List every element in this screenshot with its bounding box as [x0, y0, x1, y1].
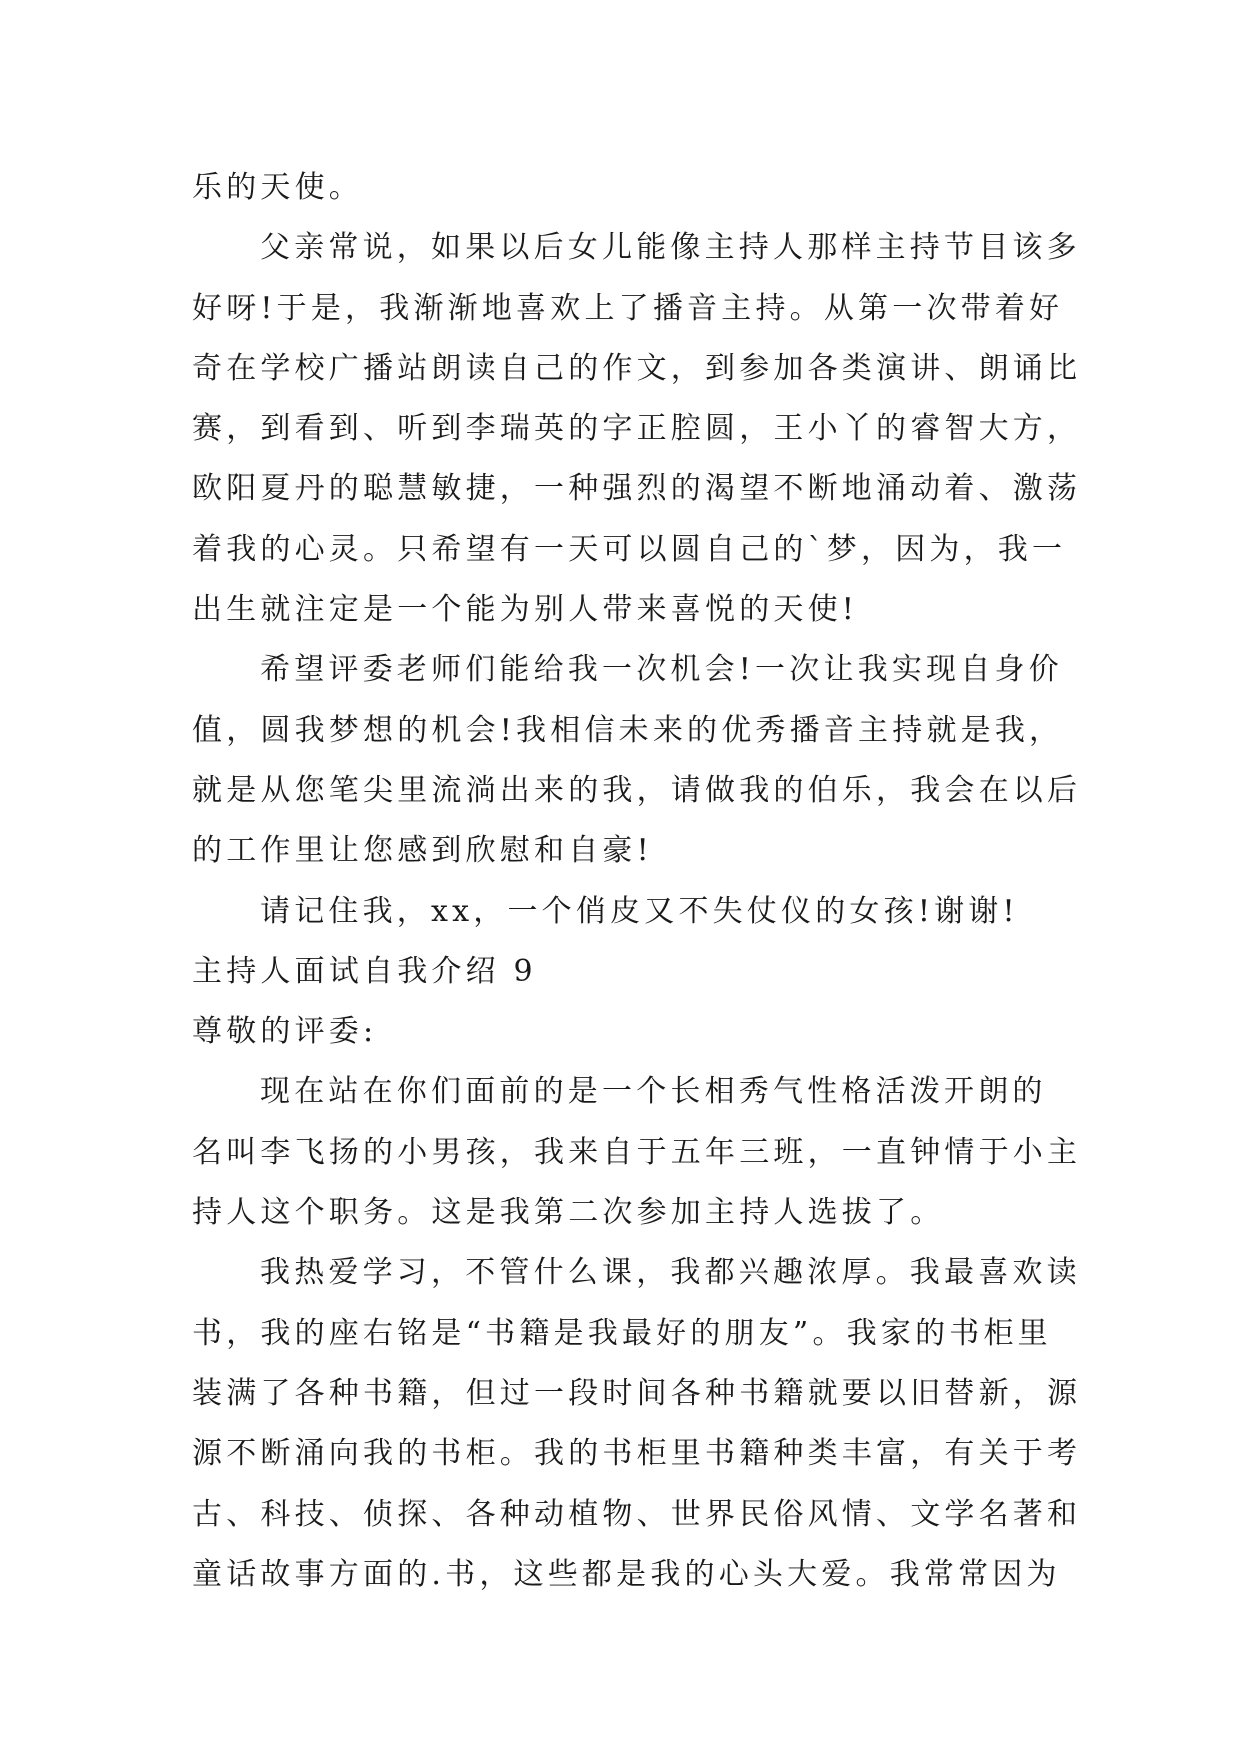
text-line: 着我的心灵。只希望有一天可以圆自己的`梦，因为，我一	[192, 531, 1067, 567]
text-line: 乐的天使。	[192, 170, 363, 205]
text-line: 书，我的座右铭是“书籍是我最好的朋友”。我家的书柜里	[192, 1315, 1052, 1351]
text-line: 名叫李飞扬的小男孩，我来自于五年三班，一直钟情于小主	[192, 1134, 1082, 1170]
text-line: 就是从您笔尖里流淌出来的我，请做我的伯乐，我会在以后	[192, 772, 1082, 808]
text-line: 源不断涌向我的书柜。我的书柜里书籍种类丰富，有关于考	[192, 1436, 1082, 1472]
text-line: 的工作里让您感到欣慰和自豪!	[192, 833, 653, 869]
text-line: 值，圆我梦想的机会!我相信未来的优秀播音主持就是我，	[192, 712, 1064, 748]
text-line: 奇在学校广播站朗读自己的作文，到参加各类演讲、朗诵比	[192, 350, 1082, 386]
document-body	[192, 158, 1082, 1605]
text-line: 我热爱学习，不管什么课，我都兴趣浓厚。我最喜欢读	[260, 1255, 1081, 1291]
text-line: 赛，到看到、听到李瑞英的字正腔圆，王小丫的睿智大方，	[192, 411, 1082, 447]
text-line: 古、科技、侦探、各种动植物、世界民俗风情、文学名著和	[192, 1496, 1082, 1532]
text-line: 持人这个职务。这是我第二次参加主持人选拔了。	[192, 1195, 945, 1231]
text-line: 主持人面试自我介绍 9	[192, 953, 537, 989]
text-line: 出生就注定是一个能为别人带来喜悦的天使!	[192, 592, 859, 628]
text-line: 欧阳夏丹的聪慧敏捷，一种强烈的渴望不断地涌动着、激荡	[192, 471, 1082, 507]
text-line: 尊敬的评委:	[192, 1014, 378, 1050]
text-line: 父亲常说，如果以后女儿能像主持人那样主持节目该多	[260, 230, 1081, 266]
text-line: 现在站在你们面前的是一个长相秀气性格活泼开朗的	[260, 1074, 1047, 1110]
text-line: 装满了各种书籍，但过一段时间各种书籍就要以旧替新，源	[192, 1375, 1082, 1411]
text-line: 好呀!于是，我渐渐地喜欢上了播音主持。从第一次带着好	[192, 290, 1064, 326]
text-line: 请记住我，xx，一个俏皮又不失仗仪的女孩!谢谢!	[260, 893, 1019, 929]
text-line: 希望评委老师们能给我一次机会!一次让我实现自身价	[260, 652, 1063, 688]
text-line: 童话故事方面的.书，这些都是我的心头大爱。我常常因为	[192, 1556, 1061, 1592]
